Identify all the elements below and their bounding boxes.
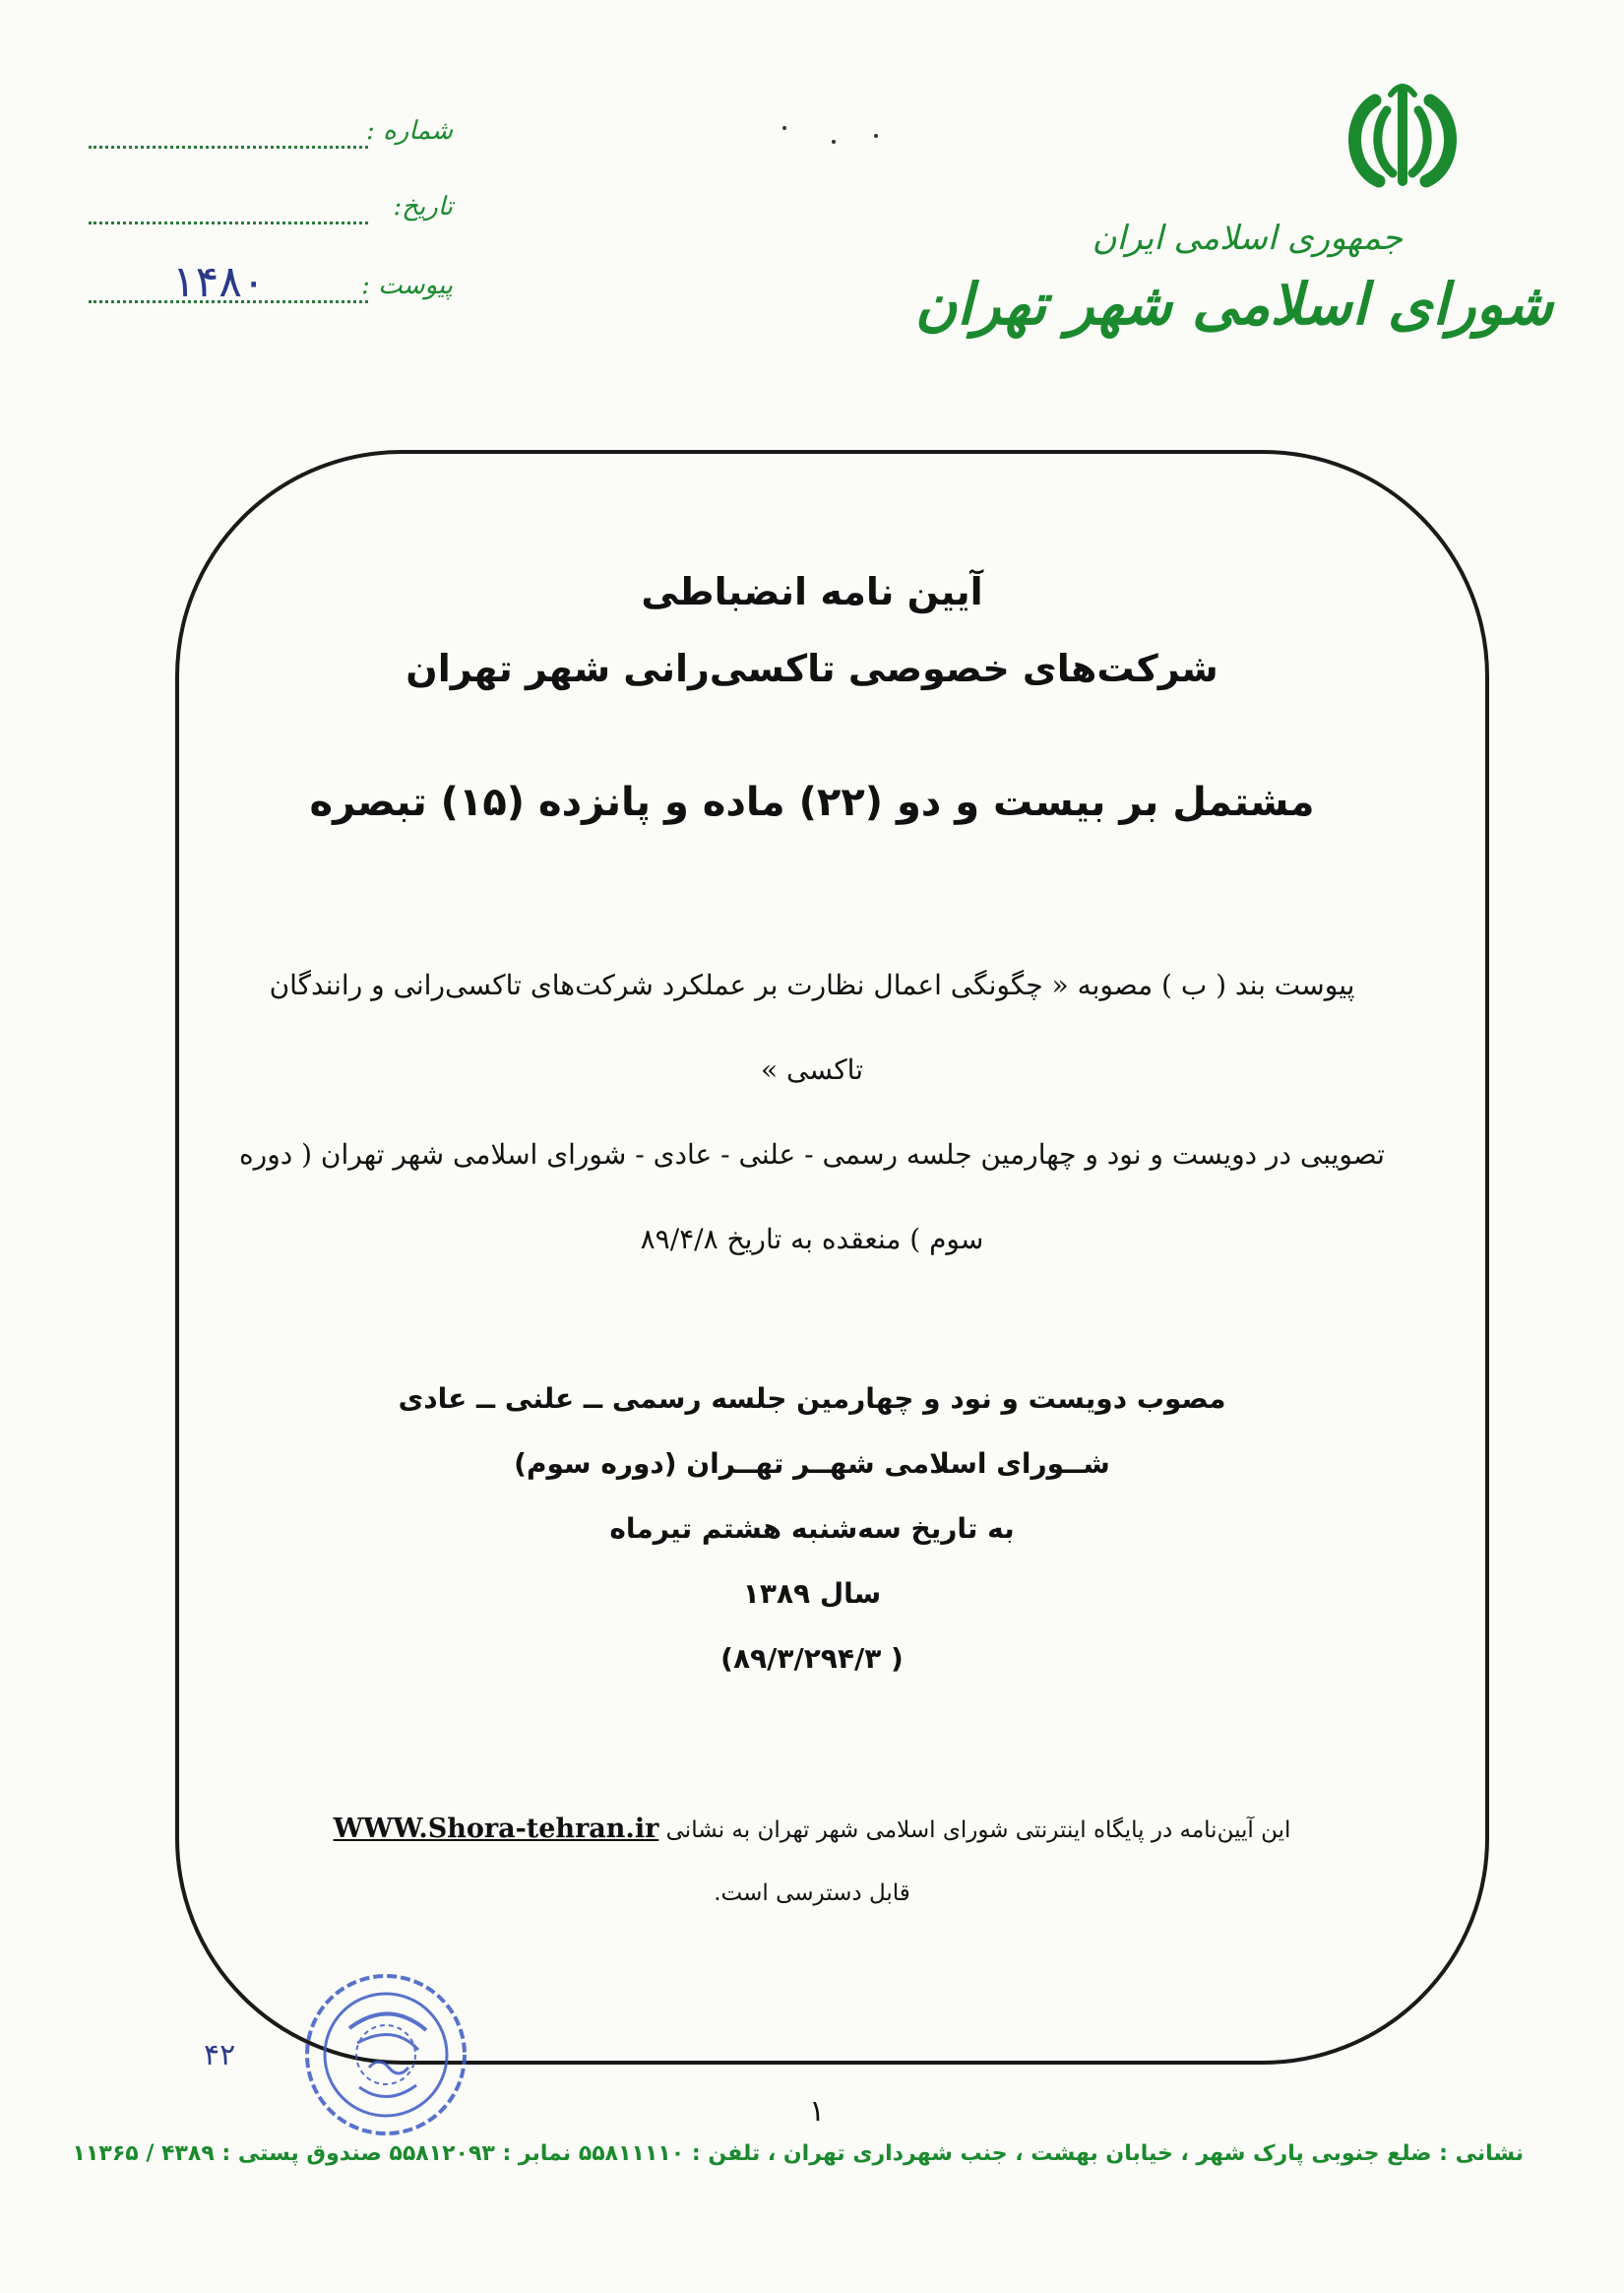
attachment-field [89,257,453,330]
annex-description [177,943,1447,1282]
document-title: آیین نامه انضباطی [641,570,983,613]
annex-line: تاکسی » [760,1053,863,1086]
number-label: شماره : [366,116,453,146]
approval-line: شــورای اسلامی شهــر تهــران (دوره سوم) [514,1447,1110,1480]
page-number: ۱ [808,2094,826,2129]
annex-line: تصویبی در دویست و نود و چهارمین جلسه رسمی - علنی - عادی - شورای اسلامی شهر تهران ( دوره [239,1138,1385,1171]
attachment-value: ۱۴۸۰ [172,257,266,307]
approval-line: سال ۱۳۸۹ [742,1577,882,1610]
number-field [89,116,453,175]
number-dotted-line [89,146,368,149]
website-note-text: این آیین‌نامه در پایگاه اینترنتی شورای اسلامی شهر تهران به نشانی [665,1817,1291,1843]
date-label: تاریخ: [393,192,453,222]
iran-emblem-icon [1334,71,1471,209]
document-body [177,561,1447,1925]
handwritten-number: ۴۲ [204,2038,236,2072]
annex-line: پیوست بند ( ب ) مصوبه « چگونگی اعمال نظارت بر عملکرد شرکت‌های تاکسی‌رانی و رانندگان [269,969,1355,1001]
speck [782,126,786,130]
approval-line: مصوب دویست و نود و چهارمین جلسه رسمی ــ علنی ــ عادی [398,1382,1226,1415]
speck [832,140,836,144]
approval-line: ( ۸۹/۳/۲۹۴/۳) [720,1642,904,1675]
website-link[interactable]: WWW.Shora-tehran.ir [333,1814,659,1844]
date-dotted-line [89,222,368,224]
approval-block [177,1367,1447,1691]
website-note-line [177,1798,1447,1862]
council-seal-icon [300,1969,472,2141]
date-field [89,192,453,251]
government-name: جمهوری اسلامی ایران [1092,219,1403,258]
document-scope: مشتمل بر بیست و دو (۲۲) ماده و پانزده (۱۵) تبصره [309,780,1315,825]
footer-address: نشانی : ضلع جنوبی پارک شهر ، خیابان بهشت ، جنب شهرداری تهران ، تلفن : ۵۵۸۱۱۱۱۰ نمابر : ۵۵۸۱۲۰۹۳ صندوق پستی : ۴۳۸۹ / ۱۱۳۶۵ [72,2141,1524,2166]
speck [874,134,878,138]
attachment-label: پیوست : [361,271,453,300]
document-subtitle: شرکت‌های خصوصی تاکسی‌رانی شهر تهران [406,647,1218,690]
approval-line: به تاریخ سه‌شنبه هشتم تیرماه [609,1512,1015,1545]
council-name: شورای اسلامی شهر تهران [914,271,1553,338]
annex-line: سوم ) منعقده به تاریخ ۸۹/۴/۸ [640,1223,984,1255]
website-note [177,1798,1447,1925]
website-note-line: قابل دسترسی است. [714,1880,910,1906]
